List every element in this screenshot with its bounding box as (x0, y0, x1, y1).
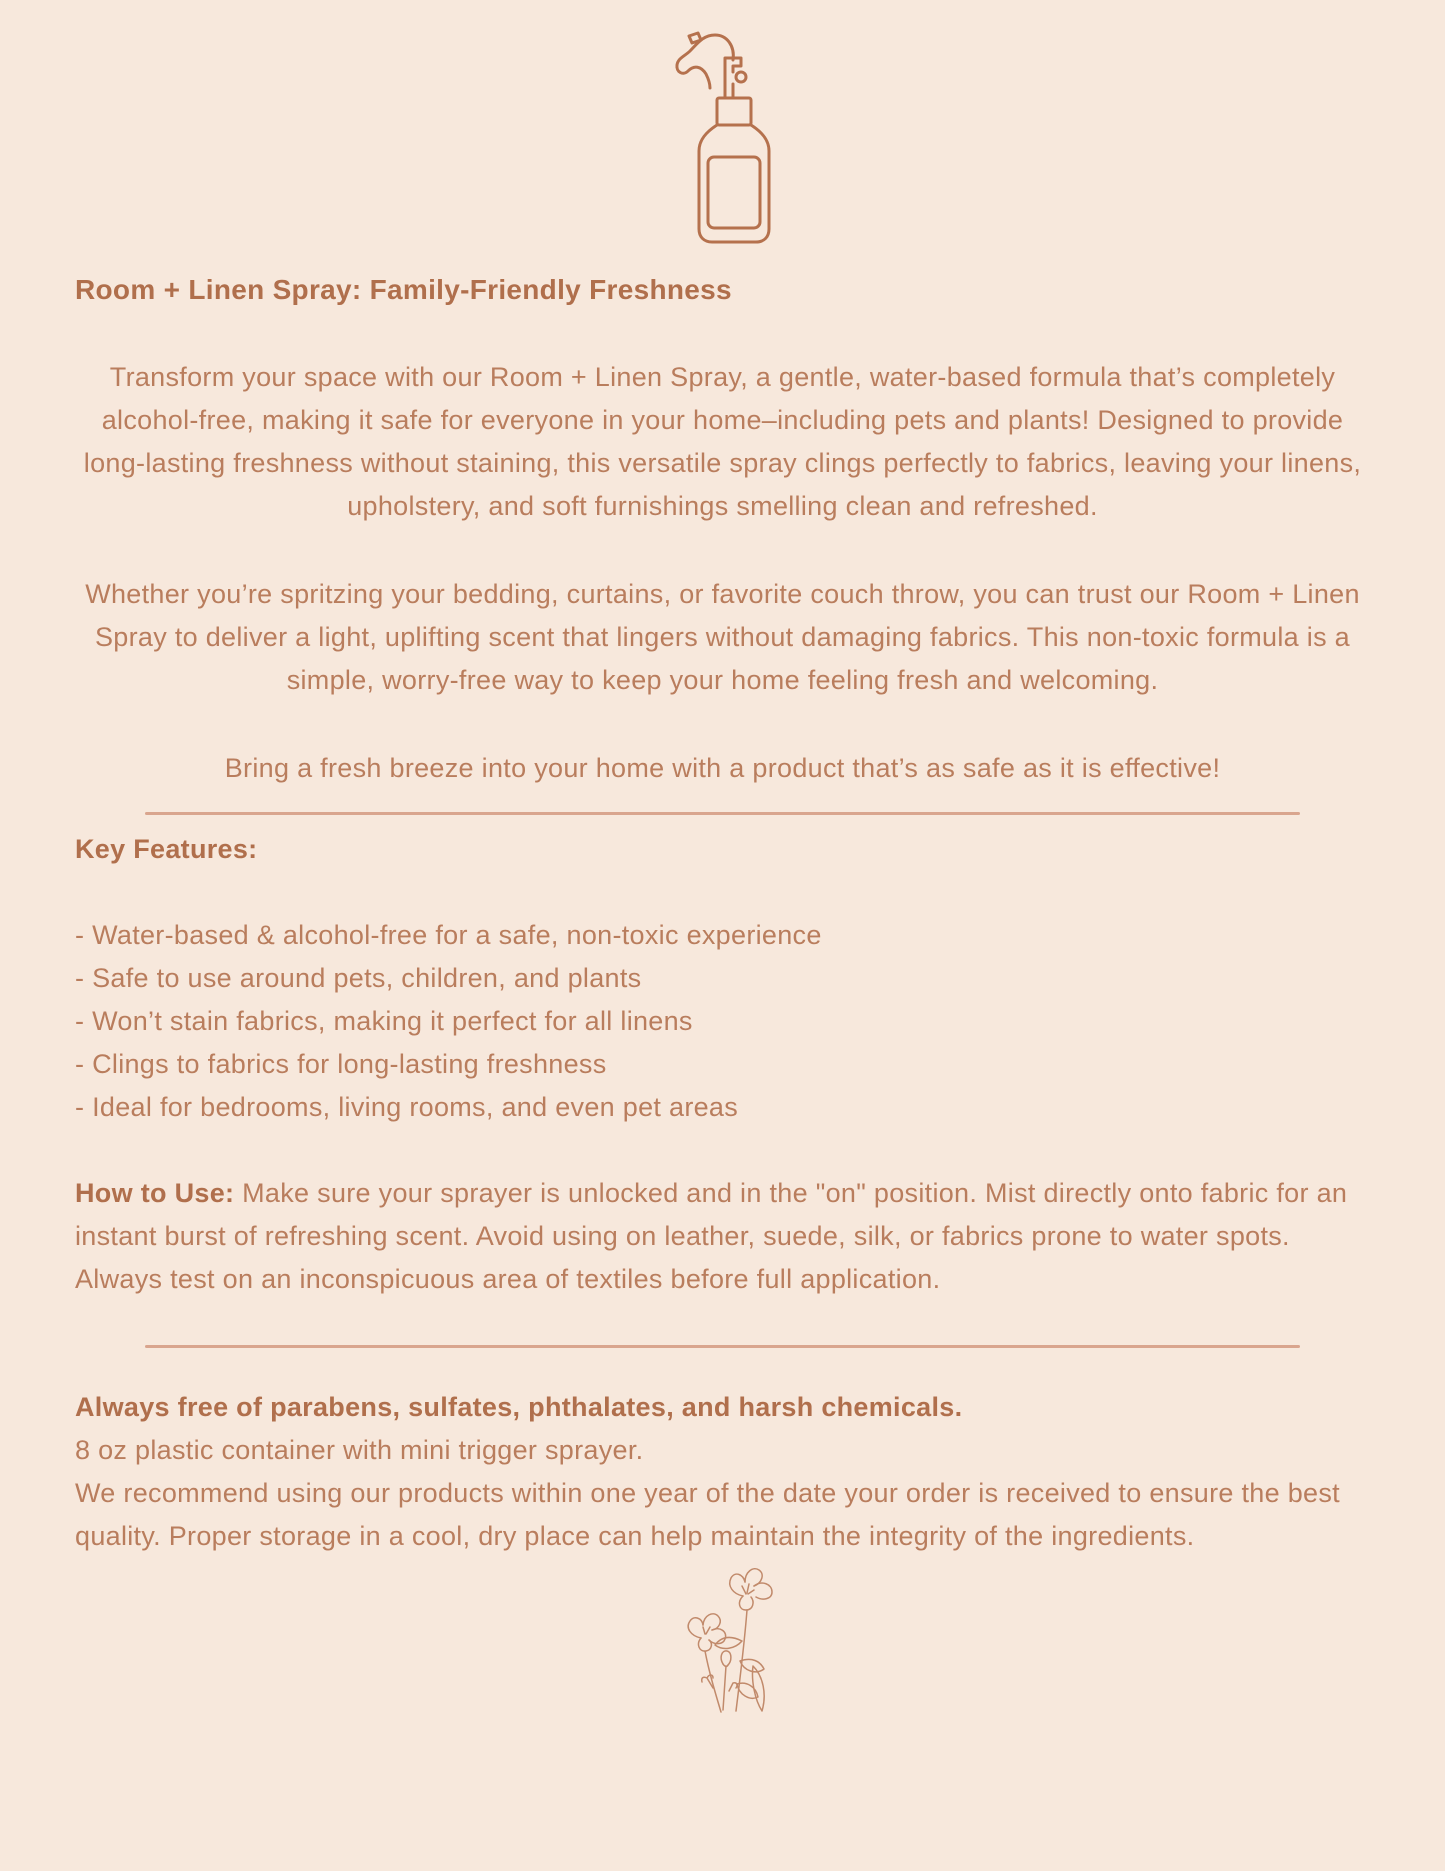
feature-item: - Water-based & alcohol-free for a safe, non-toxic experience (75, 920, 822, 950)
footer-container-line: 8 oz plastic container with mini trigger sprayer. (75, 1435, 644, 1465)
hero-icon-container (75, 0, 1370, 248)
intro-section (75, 356, 1370, 790)
intro-paragraph-1: Transform your space with our Room + Linen Spray, a gentle, water-based formula that’s completely alcohol-free, making it safe for everyone in your home–including pets and plants! Designed to provide long-lasting freshness without staining, this versatile spray clings perfectly to fabrics, leaving your linens, upholstery, and soft furnishings smelling clean and refreshed. (83, 362, 1362, 521)
intro-paragraph-2: Whether you’re spritzing your bedding, curtains, or favorite couch throw, you can trust our Room + Linen Spray to deliver a light, uplifting scent that lingers without damaging fabrics. This non-toxic formula is a simple, worry-free way to keep your home feeling fresh and welcoming. (85, 579, 1360, 695)
how-to-use-text: Make sure your sprayer is unlocked and in the "on" position. Mist directly onto fabric for an instant burst of refreshing scent. Avoid using on leather, suede, silk, or fabrics prone to water spots. Always test on an inconspicuous area of textiles before full application. (75, 1178, 1348, 1294)
intro-paragraph-3: Bring a fresh breeze into your home with a product that’s as safe as it is effective! (224, 753, 1221, 783)
spray-bottle-icon (673, 28, 773, 248)
key-features-list (75, 914, 1370, 1129)
footer-free-of-line: Always free of parabens, sulfates, phthalates, and harsh chemicals. (75, 1392, 963, 1422)
divider-bottom (145, 1345, 1300, 1348)
feature-item: - Safe to use around pets, children, and plants (75, 963, 642, 993)
how-to-use-paragraph (75, 1172, 1370, 1301)
flowers-icon (663, 1566, 783, 1716)
how-to-use-label: How to Use: (75, 1178, 235, 1208)
key-features-heading: Key Features: (75, 834, 258, 864)
feature-item: - Ideal for bedrooms, living rooms, and even pet areas (75, 1092, 739, 1122)
footer-storage-note: We recommend using our products within one year of the date your order is received to ensure the best quality. Proper storage in a cool, dry place can help maintain the integrity of the ingredients. (75, 1478, 1340, 1551)
footer-details (75, 1386, 1370, 1558)
footer-icon-container (75, 1566, 1370, 1716)
feature-item: - Clings to fabrics for long-lasting freshness (75, 1049, 607, 1079)
feature-item: - Won’t stain fabrics, making it perfect for all linens (75, 1006, 693, 1036)
page-title: Room + Linen Spray: Family-Friendly Freshness (75, 274, 732, 305)
divider-top (145, 812, 1300, 815)
